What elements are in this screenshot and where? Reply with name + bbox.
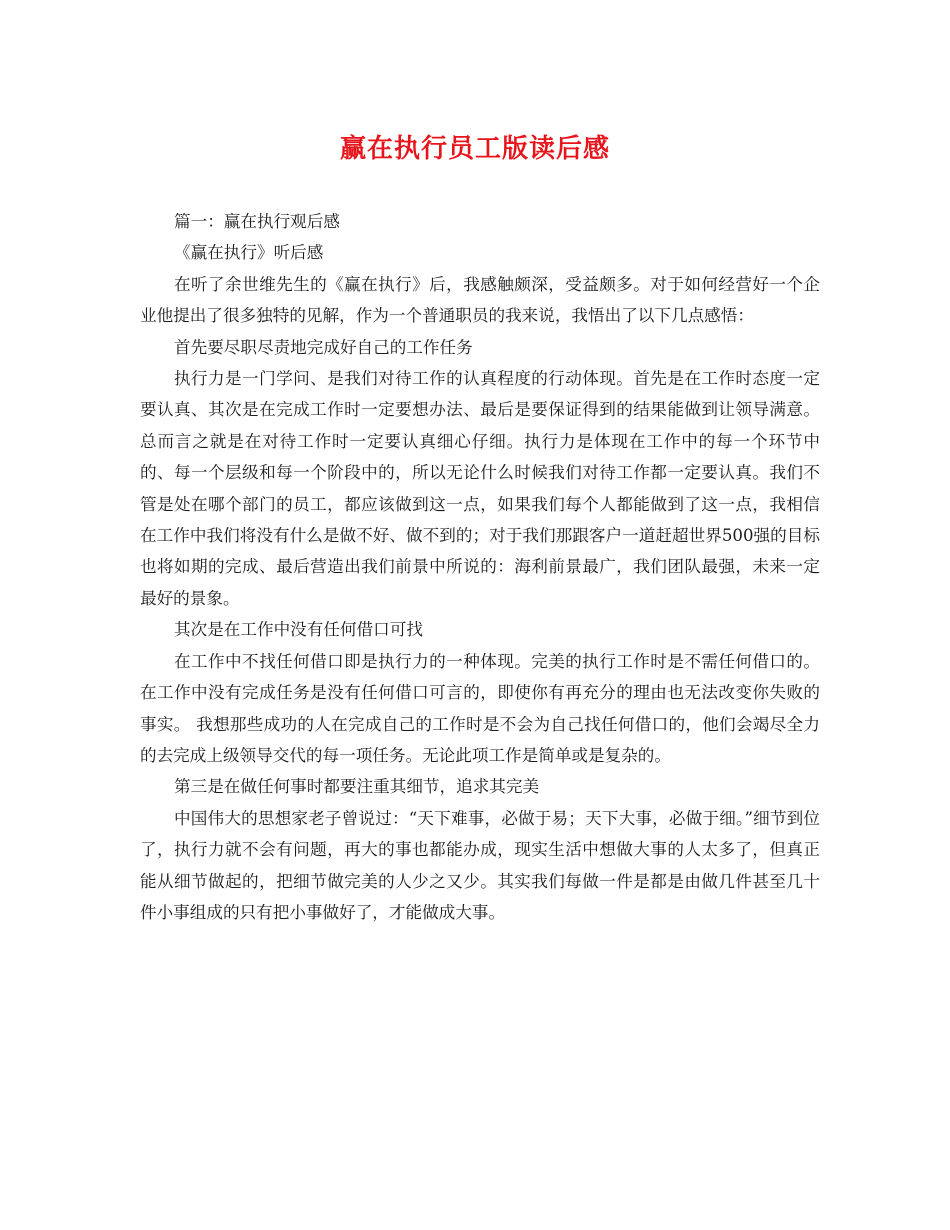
point-heading: 首先要尽职尽责地完成好自己的工作任务 [174,337,473,357]
document-title: 赢在执行员工版读后感 [339,134,610,164]
section-heading: 篇一：赢在执行观后感 [174,212,340,231]
body-paragraph: 执行力是一门学问、是我们对待工作的认真程度的行动体现。首先是在工作时态度一定要认真、其次是在完成工作时一定要想办法、最后是要保证得到的结果能做到让领导满意。总而言之就是在对待工作时一定要认真细心仔细。执行力是体现在工作中的每一个环节中的、每一个层级和每一个阶段中的，所以无论什么时候我们对待工作都一定要认真。我们不管是处在哪个部门的员工，都应该做到这一点，如果我们每个人都能做到了这一点，我相信在工作中我们将没有什么是做不好、做不到的；对于我们那跟客户一道赶超世界500强的目标也将如期的完成、最后营造出我们前景中所说的：海利前景最广，我们团队最强，未来一定最好的景象。 [140,369,820,608]
document-body [140,206,820,928]
body-paragraph: 中国伟大的思想家老子曾说过：“天下难事，必做于易；天下大事，必做于细。”细节到位了，执行力就不会有问题，再大的事也都能办成，现实生活中想做大事的人太多了，但真正能从细节做起的，把细节做完美的人少之又少。其实我们每做一件是都是由做几件甚至几十件小事组成的只有把小事做好了，才能做成大事。 [140,808,820,922]
body-paragraph: 在工作中不找任何借口即是执行力的一种体现。完美的执行工作时是不需任何借口的。在工作中没有完成任务是没有任何借口可言的，即使你有再充分的理由也无法改变你失败的事实。 我想那些成功的人在完成自己的工作时是不会为自己找任何借口的，他们会竭尽全力的去完成上级领导交代的每一项任务。无论此项工作是简单或是复杂的。 [140,651,820,765]
sub-heading: 《赢在执行》听后感 [174,243,324,263]
point-heading: 其次是在工作中没有任何借口可找 [174,620,423,640]
body-paragraph: 在听了余世维先生的《赢在执行》后，我感触颇深，受益颇多。对于如何经营好一个企业他提出了很多独特的见解，作为一个普通职员的我来说，我悟出了以下几点感悟： [140,274,820,326]
point-heading: 第三是在做任何事时都要注重其细节，追求其完美 [174,777,540,797]
